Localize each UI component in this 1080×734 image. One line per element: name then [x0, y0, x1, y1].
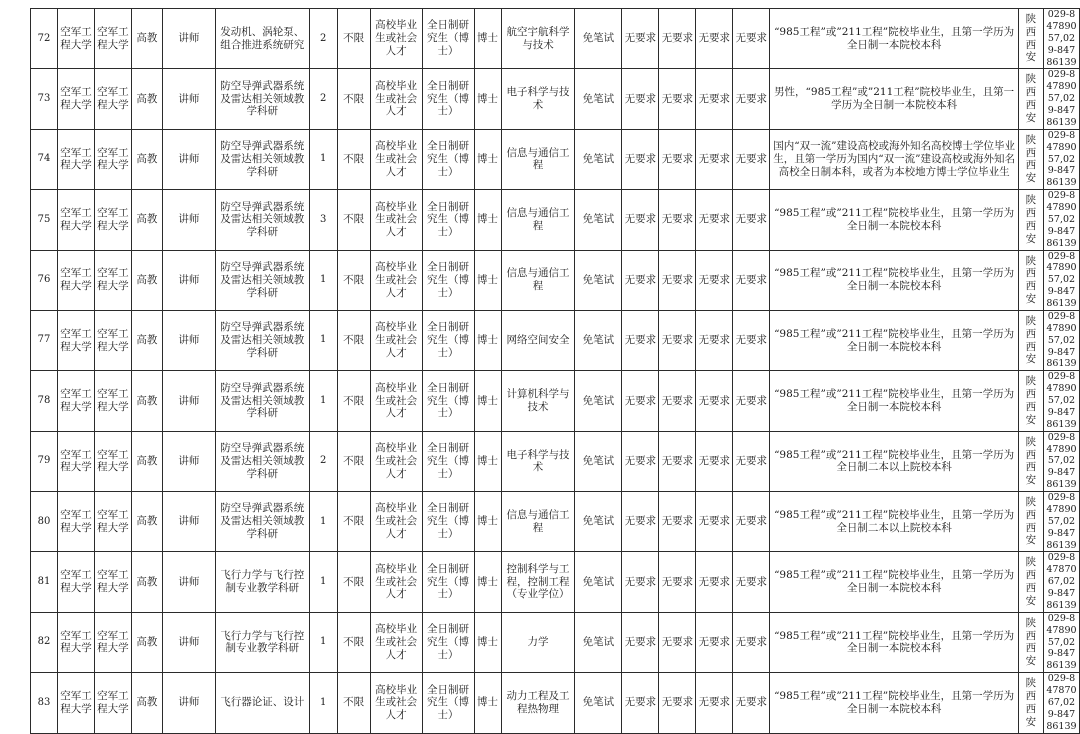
headcount-cell: 3: [309, 190, 337, 250]
research-area-cell: 防空导弹武器系统及雷达相关领域教学科研: [215, 250, 309, 310]
degree-cell: 博士: [474, 190, 501, 250]
row-number: 72: [31, 9, 58, 69]
recruiter-cell: 空军工程大学: [57, 492, 94, 552]
degree-cell: 博士: [474, 371, 501, 431]
exam-cell: 免笔试: [575, 190, 622, 250]
degree-cell: 博士: [474, 673, 501, 733]
research-area-cell: 防空导弹武器系统及雷达相关领域教学科研: [215, 371, 309, 431]
phone-cell: 029-84789057,029-84786139: [1043, 9, 1079, 69]
research-area-cell: 飞行器论证、设计: [215, 673, 309, 733]
headcount-cell: 1: [309, 371, 337, 431]
degree-cell: 博士: [474, 310, 501, 370]
candidate-source-cell: 高校毕业生或社会人才: [370, 431, 422, 491]
headcount-cell: 2: [309, 9, 337, 69]
candidate-source-cell: 高校毕业生或社会人才: [370, 612, 422, 672]
degree-cell: 博士: [474, 552, 501, 612]
department-cell: 空军工程大学: [94, 250, 131, 310]
major-cell: 信息与通信工程: [501, 250, 575, 310]
location-cell: 陕西西安: [1018, 9, 1043, 69]
requirement-4-cell: 无要求: [733, 552, 770, 612]
location-cell: 陕西西安: [1018, 612, 1043, 672]
research-area-cell: 飞行力学与飞行控制专业教学科研: [215, 612, 309, 672]
table-row: [31, 673, 1080, 733]
category-cell: 高教: [131, 492, 162, 552]
requirement-2-cell: 无要求: [659, 69, 696, 129]
recruiter-cell: 空军工程大学: [57, 69, 94, 129]
degree-cell: 博士: [474, 431, 501, 491]
department-cell: 空军工程大学: [94, 9, 131, 69]
row-number: 77: [31, 310, 58, 370]
education-cell: 全日制研究生（博士）: [422, 190, 474, 250]
exam-cell: 免笔试: [575, 129, 622, 189]
requirement-1-cell: 无要求: [622, 673, 659, 733]
scope-cell: 不限: [337, 431, 370, 491]
category-cell: 高教: [131, 310, 162, 370]
phone-cell: 029-84789057,029-84786139: [1043, 250, 1079, 310]
requirement-1-cell: 无要求: [622, 612, 659, 672]
exam-cell: 免笔试: [575, 310, 622, 370]
post-cell: 讲师: [162, 250, 215, 310]
headcount-cell: 2: [309, 431, 337, 491]
other-conditions-cell: “985工程”或”211工程”院校毕业生，且第一学历为全日制一本院校本科: [770, 190, 1019, 250]
exam-cell: 免笔试: [575, 431, 622, 491]
post-cell: 讲师: [162, 69, 215, 129]
education-cell: 全日制研究生（博士）: [422, 612, 474, 672]
other-conditions-cell: “985工程”或”211工程”院校毕业生，且第一学历为全日制一本院校本科: [770, 552, 1019, 612]
exam-cell: 免笔试: [575, 69, 622, 129]
requirement-4-cell: 无要求: [733, 69, 770, 129]
department-cell: 空军工程大学: [94, 673, 131, 733]
degree-cell: 博士: [474, 9, 501, 69]
requirement-3-cell: 无要求: [696, 69, 733, 129]
candidate-source-cell: 高校毕业生或社会人才: [370, 371, 422, 431]
department-cell: 空军工程大学: [94, 190, 131, 250]
post-cell: 讲师: [162, 310, 215, 370]
post-cell: 讲师: [162, 371, 215, 431]
recruiter-cell: 空军工程大学: [57, 129, 94, 189]
candidate-source-cell: 高校毕业生或社会人才: [370, 552, 422, 612]
phone-cell: 029-84787067,029-84786139: [1043, 673, 1079, 733]
row-number: 83: [31, 673, 58, 733]
education-cell: 全日制研究生（博士）: [422, 69, 474, 129]
requirement-3-cell: 无要求: [696, 612, 733, 672]
degree-cell: 博士: [474, 129, 501, 189]
category-cell: 高教: [131, 9, 162, 69]
department-cell: 空军工程大学: [94, 612, 131, 672]
recruiter-cell: 空军工程大学: [57, 250, 94, 310]
location-cell: 陕西西安: [1018, 371, 1043, 431]
requirement-2-cell: 无要求: [659, 492, 696, 552]
requirement-3-cell: 无要求: [696, 129, 733, 189]
table-row: [31, 310, 1080, 370]
education-cell: 全日制研究生（博士）: [422, 250, 474, 310]
degree-cell: 博士: [474, 250, 501, 310]
recruiter-cell: 空军工程大学: [57, 431, 94, 491]
education-cell: 全日制研究生（博士）: [422, 129, 474, 189]
scope-cell: 不限: [337, 492, 370, 552]
department-cell: 空军工程大学: [94, 69, 131, 129]
research-area-cell: 飞行力学与飞行控制专业教学科研: [215, 552, 309, 612]
location-cell: 陕西西安: [1018, 250, 1043, 310]
recruiter-cell: 空军工程大学: [57, 310, 94, 370]
scope-cell: 不限: [337, 9, 370, 69]
headcount-cell: 1: [309, 673, 337, 733]
scope-cell: 不限: [337, 129, 370, 189]
phone-cell: 029-84787067,029-84786139: [1043, 552, 1079, 612]
phone-cell: 029-84789057,029-84786139: [1043, 190, 1079, 250]
phone-cell: 029-84789057,029-84786139: [1043, 612, 1079, 672]
requirement-2-cell: 无要求: [659, 129, 696, 189]
location-cell: 陕西西安: [1018, 69, 1043, 129]
other-conditions-cell: “985工程”或”211工程”院校毕业生，且第一学历为全日制一本院校本科: [770, 673, 1019, 733]
location-cell: 陕西西安: [1018, 673, 1043, 733]
requirement-2-cell: 无要求: [659, 250, 696, 310]
recruiter-cell: 空军工程大学: [57, 371, 94, 431]
requirement-4-cell: 无要求: [733, 673, 770, 733]
phone-cell: 029-84789057,029-84786139: [1043, 371, 1079, 431]
post-cell: 讲师: [162, 129, 215, 189]
requirement-2-cell: 无要求: [659, 9, 696, 69]
post-cell: 讲师: [162, 492, 215, 552]
other-conditions-cell: “985工程”或”211工程”院校毕业生，且第一学历为全日制二本以上院校本科: [770, 492, 1019, 552]
post-cell: 讲师: [162, 190, 215, 250]
headcount-cell: 1: [309, 552, 337, 612]
department-cell: 空军工程大学: [94, 129, 131, 189]
candidate-source-cell: 高校毕业生或社会人才: [370, 492, 422, 552]
row-number: 78: [31, 371, 58, 431]
candidate-source-cell: 高校毕业生或社会人才: [370, 673, 422, 733]
table-row: [31, 9, 1080, 69]
requirement-1-cell: 无要求: [622, 129, 659, 189]
education-cell: 全日制研究生（博士）: [422, 552, 474, 612]
post-cell: 讲师: [162, 673, 215, 733]
requirement-4-cell: 无要求: [733, 431, 770, 491]
post-cell: 讲师: [162, 9, 215, 69]
location-cell: 陕西西安: [1018, 492, 1043, 552]
requirement-2-cell: 无要求: [659, 371, 696, 431]
research-area-cell: 防空导弹武器系统及雷达相关领域教学科研: [215, 69, 309, 129]
headcount-cell: 1: [309, 310, 337, 370]
recruitment-table: [30, 8, 1080, 734]
candidate-source-cell: 高校毕业生或社会人才: [370, 69, 422, 129]
candidate-source-cell: 高校毕业生或社会人才: [370, 310, 422, 370]
major-cell: 电子科学与技术: [501, 431, 575, 491]
recruiter-cell: 空军工程大学: [57, 673, 94, 733]
major-cell: 控制科学与工程，控制工程（专业学位）: [501, 552, 575, 612]
location-cell: 陕西西安: [1018, 129, 1043, 189]
headcount-cell: 1: [309, 612, 337, 672]
location-cell: 陕西西安: [1018, 431, 1043, 491]
major-cell: 动力工程及工程热物理: [501, 673, 575, 733]
candidate-source-cell: 高校毕业生或社会人才: [370, 250, 422, 310]
recruiter-cell: 空军工程大学: [57, 612, 94, 672]
exam-cell: 免笔试: [575, 612, 622, 672]
table-row: [31, 129, 1080, 189]
headcount-cell: 1: [309, 492, 337, 552]
requirement-4-cell: 无要求: [733, 129, 770, 189]
row-number: 81: [31, 552, 58, 612]
requirement-4-cell: 无要求: [733, 371, 770, 431]
requirement-4-cell: 无要求: [733, 9, 770, 69]
phone-cell: 029-84789057,029-84786139: [1043, 69, 1079, 129]
exam-cell: 免笔试: [575, 552, 622, 612]
major-cell: 网络空间安全: [501, 310, 575, 370]
table-row: [31, 250, 1080, 310]
row-number: 79: [31, 431, 58, 491]
post-cell: 讲师: [162, 612, 215, 672]
recruiter-cell: 空军工程大学: [57, 190, 94, 250]
requirement-1-cell: 无要求: [622, 9, 659, 69]
post-cell: 讲师: [162, 552, 215, 612]
category-cell: 高教: [131, 673, 162, 733]
other-conditions-cell: 男性，“985工程”或”211工程”院校毕业生，且第一学历为全日制一本院校本科: [770, 69, 1019, 129]
education-cell: 全日制研究生（博士）: [422, 431, 474, 491]
major-cell: 信息与通信工程: [501, 129, 575, 189]
requirement-3-cell: 无要求: [696, 673, 733, 733]
requirement-3-cell: 无要求: [696, 190, 733, 250]
requirement-1-cell: 无要求: [622, 250, 659, 310]
research-area-cell: 防空导弹武器系统及雷达相关领域教学科研: [215, 190, 309, 250]
research-area-cell: 防空导弹武器系统及雷达相关领域教学科研: [215, 129, 309, 189]
requirement-3-cell: 无要求: [696, 552, 733, 612]
recruiter-cell: 空军工程大学: [57, 9, 94, 69]
requirement-3-cell: 无要求: [696, 492, 733, 552]
major-cell: 信息与通信工程: [501, 190, 575, 250]
exam-cell: 免笔试: [575, 9, 622, 69]
scope-cell: 不限: [337, 310, 370, 370]
research-area-cell: 防空导弹武器系统及雷达相关领域教学科研: [215, 492, 309, 552]
table-row: [31, 552, 1080, 612]
requirement-3-cell: 无要求: [696, 371, 733, 431]
scope-cell: 不限: [337, 250, 370, 310]
exam-cell: 免笔试: [575, 492, 622, 552]
location-cell: 陕西西安: [1018, 190, 1043, 250]
requirement-1-cell: 无要求: [622, 69, 659, 129]
education-cell: 全日制研究生（博士）: [422, 371, 474, 431]
category-cell: 高教: [131, 190, 162, 250]
requirement-3-cell: 无要求: [696, 250, 733, 310]
location-cell: 陕西西安: [1018, 552, 1043, 612]
requirement-2-cell: 无要求: [659, 552, 696, 612]
row-number: 74: [31, 129, 58, 189]
headcount-cell: 1: [309, 129, 337, 189]
department-cell: 空军工程大学: [94, 431, 131, 491]
requirement-1-cell: 无要求: [622, 310, 659, 370]
degree-cell: 博士: [474, 69, 501, 129]
requirement-4-cell: 无要求: [733, 492, 770, 552]
row-number: 75: [31, 190, 58, 250]
requirement-1-cell: 无要求: [622, 492, 659, 552]
other-conditions-cell: “985工程”或”211工程”院校毕业生，且第一学历为全日制一本院校本科: [770, 371, 1019, 431]
requirement-4-cell: 无要求: [733, 190, 770, 250]
requirement-4-cell: 无要求: [733, 612, 770, 672]
scope-cell: 不限: [337, 552, 370, 612]
other-conditions-cell: “985工程”或”211工程”院校毕业生，且第一学历为全日制一本院校本科: [770, 250, 1019, 310]
row-number: 76: [31, 250, 58, 310]
location-cell: 陕西西安: [1018, 310, 1043, 370]
department-cell: 空军工程大学: [94, 371, 131, 431]
exam-cell: 免笔试: [575, 371, 622, 431]
major-cell: 电子科学与技术: [501, 69, 575, 129]
table-row: [31, 492, 1080, 552]
scope-cell: 不限: [337, 69, 370, 129]
other-conditions-cell: “985工程”或”211工程”院校毕业生，且第一学历为全日制一本院校本科: [770, 9, 1019, 69]
headcount-cell: 2: [309, 69, 337, 129]
requirement-1-cell: 无要求: [622, 552, 659, 612]
requirement-2-cell: 无要求: [659, 190, 696, 250]
other-conditions-cell: “985工程”或”211工程”院校毕业生，且第一学历为全日制一本院校本科: [770, 310, 1019, 370]
degree-cell: 博士: [474, 492, 501, 552]
scope-cell: 不限: [337, 190, 370, 250]
education-cell: 全日制研究生（博士）: [422, 673, 474, 733]
category-cell: 高教: [131, 552, 162, 612]
table-row: [31, 69, 1080, 129]
requirement-1-cell: 无要求: [622, 371, 659, 431]
row-number: 80: [31, 492, 58, 552]
requirement-1-cell: 无要求: [622, 190, 659, 250]
row-number: 73: [31, 69, 58, 129]
table-row: [31, 612, 1080, 672]
candidate-source-cell: 高校毕业生或社会人才: [370, 129, 422, 189]
education-cell: 全日制研究生（博士）: [422, 492, 474, 552]
requirement-2-cell: 无要求: [659, 673, 696, 733]
exam-cell: 免笔试: [575, 673, 622, 733]
table-row: [31, 190, 1080, 250]
candidate-source-cell: 高校毕业生或社会人才: [370, 190, 422, 250]
requirement-3-cell: 无要求: [696, 431, 733, 491]
category-cell: 高教: [131, 612, 162, 672]
candidate-source-cell: 高校毕业生或社会人才: [370, 9, 422, 69]
post-cell: 讲师: [162, 431, 215, 491]
major-cell: 力学: [501, 612, 575, 672]
phone-cell: 029-84789057,029-84786139: [1043, 129, 1079, 189]
category-cell: 高教: [131, 129, 162, 189]
table-row: [31, 371, 1080, 431]
phone-cell: 029-84789057,029-84786139: [1043, 431, 1079, 491]
research-area-cell: 发动机、涡轮泵、组合推进系统研究: [215, 9, 309, 69]
other-conditions-cell: 国内“双一流”建设高校或海外知名高校博士学位毕业生，且第一学历为国内“双一流”建设高校或海外知名高校全日制本科，或者为本校地方博士学位毕业生: [770, 129, 1019, 189]
scope-cell: 不限: [337, 371, 370, 431]
requirement-2-cell: 无要求: [659, 310, 696, 370]
requirement-3-cell: 无要求: [696, 9, 733, 69]
phone-cell: 029-84789057,029-84786139: [1043, 492, 1079, 552]
headcount-cell: 1: [309, 250, 337, 310]
table-row: [31, 431, 1080, 491]
row-number: 82: [31, 612, 58, 672]
education-cell: 全日制研究生（博士）: [422, 310, 474, 370]
requirement-4-cell: 无要求: [733, 250, 770, 310]
other-conditions-cell: “985工程”或”211工程”院校毕业生，且第一学历为全日制二本以上院校本科: [770, 431, 1019, 491]
research-area-cell: 防空导弹武器系统及雷达相关领域教学科研: [215, 310, 309, 370]
category-cell: 高教: [131, 431, 162, 491]
department-cell: 空军工程大学: [94, 492, 131, 552]
major-cell: 信息与通信工程: [501, 492, 575, 552]
requirement-3-cell: 无要求: [696, 310, 733, 370]
exam-cell: 免笔试: [575, 250, 622, 310]
scope-cell: 不限: [337, 673, 370, 733]
category-cell: 高教: [131, 250, 162, 310]
research-area-cell: 防空导弹武器系统及雷达相关领域教学科研: [215, 431, 309, 491]
requirement-2-cell: 无要求: [659, 431, 696, 491]
requirement-1-cell: 无要求: [622, 431, 659, 491]
degree-cell: 博士: [474, 612, 501, 672]
requirement-2-cell: 无要求: [659, 612, 696, 672]
phone-cell: 029-84789057,029-84786139: [1043, 310, 1079, 370]
scope-cell: 不限: [337, 612, 370, 672]
requirement-4-cell: 无要求: [733, 310, 770, 370]
education-cell: 全日制研究生（博士）: [422, 9, 474, 69]
department-cell: 空军工程大学: [94, 552, 131, 612]
recruiter-cell: 空军工程大学: [57, 552, 94, 612]
major-cell: 航空宇航科学与技术: [501, 9, 575, 69]
department-cell: 空军工程大学: [94, 310, 131, 370]
other-conditions-cell: “985工程”或”211工程”院校毕业生，且第一学历为全日制一本院校本科: [770, 612, 1019, 672]
major-cell: 计算机科学与技术: [501, 371, 575, 431]
category-cell: 高教: [131, 69, 162, 129]
category-cell: 高教: [131, 371, 162, 431]
